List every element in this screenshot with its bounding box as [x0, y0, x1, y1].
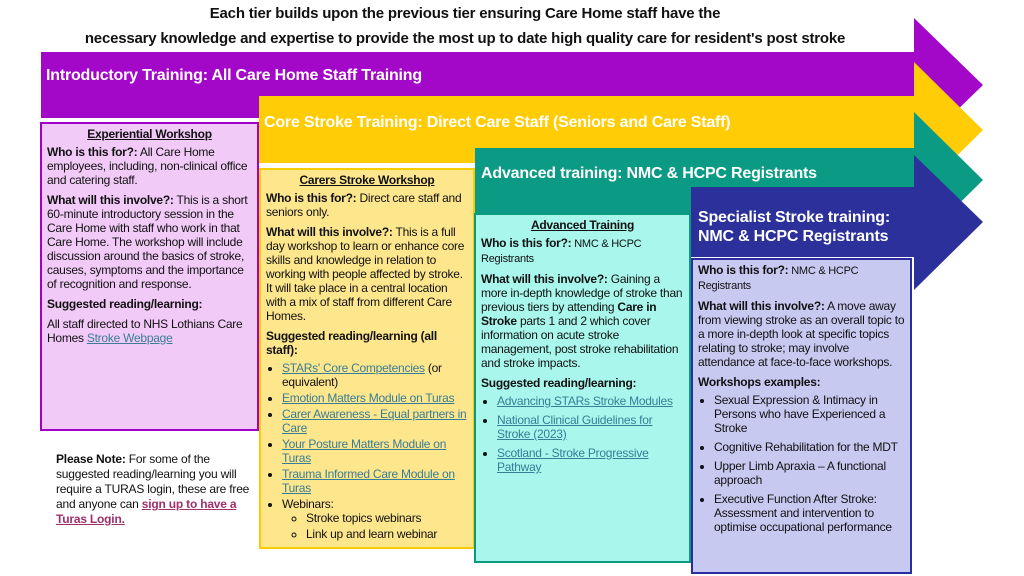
- reading-list: [481, 394, 684, 474]
- advanced-training-box: [474, 213, 691, 563]
- value-bold: Care in Stroke: [481, 300, 657, 328]
- experiential-workshop-box: [40, 122, 259, 431]
- heading-line-1: Each tier builds upon the previous tier ensuring Care Home staff have the: [209, 5, 721, 22]
- what-section: [481, 272, 684, 370]
- list-item: [282, 497, 468, 541]
- reading-link[interactable]: Trauma Informed Care Module on Turas: [282, 467, 455, 495]
- value: This is a short 60-minute introductory session in the Care Home with staff who work in that Care Home. The workshop will include discussion around the basics of stroke, causes, symptoms and the importance of recognition and response.: [47, 193, 248, 291]
- reading-link[interactable]: Advancing STARs Stroke Modules: [497, 394, 673, 408]
- specialist-tier-title: [698, 208, 890, 246]
- list-item: • Sexual Expression & Intimacy in Persons who have Experienced a Stroke: [714, 393, 905, 435]
- core-tier-title: Core Stroke Training: Direct Care Staff (Seniors and Care Staff): [264, 114, 731, 131]
- value: All Care Home employees, including, non-clinical office and catering staff.: [47, 145, 248, 187]
- list-item: [497, 394, 684, 408]
- who-section: [698, 263, 905, 293]
- reading-section: [47, 317, 252, 345]
- reading-link[interactable]: STARs' Core Competencies: [282, 361, 425, 375]
- list-item: • Cognitive Rehabilitation for the MDT: [714, 440, 905, 454]
- value: parts 1 and 2 which cover information on acute stroke management, post stroke rehabilitation and stroke impacts.: [481, 314, 679, 370]
- suffix: (or equivalent): [282, 361, 442, 389]
- list-item: • Upper Limb Apraxia – A functional approach: [714, 459, 905, 487]
- label: What will this involve?:: [481, 272, 608, 286]
- box-heading: Experiential Workshop: [87, 127, 212, 141]
- workshops-label: [698, 375, 905, 389]
- what-section: [698, 299, 905, 369]
- list-item: [497, 446, 684, 474]
- box-heading: Carers Stroke Workshop: [299, 173, 435, 187]
- value: This is a full day workshop to learn or enhance core skills and knowledge in relation to working with people affected by stroke. It will take place in a central location with a mix of staff from different Care Homes.: [266, 225, 465, 323]
- value: NMC & HCPC Registrants: [481, 238, 642, 265]
- title-line: Specialist Stroke training:: [698, 209, 890, 226]
- stroke-webpage-link[interactable]: Stroke Webpage: [86, 331, 173, 345]
- specialist-training-box: [691, 258, 912, 574]
- label: What will this involve?:: [266, 225, 393, 239]
- list-item: ◦ Link up and learn webinar: [306, 527, 468, 541]
- please-note: [56, 452, 256, 527]
- reading-label: [47, 297, 252, 311]
- list-item: [282, 437, 468, 465]
- list-item: [497, 413, 684, 441]
- label: Who is this for?:: [47, 145, 138, 159]
- label: Suggested reading/learning:: [481, 376, 637, 390]
- who-section: [47, 145, 252, 187]
- list-item: ◦ Stroke topics webinars: [306, 511, 468, 525]
- what-section: [266, 225, 468, 323]
- value: Gaining a more in-depth knowledge of stroke than previous tiers by attending: [481, 272, 683, 314]
- list-item: • Executive Function After Stroke: Assessment and intervention to optimise occupational performance: [714, 492, 905, 534]
- reading-link[interactable]: Emotion Matters Module on Turas: [282, 391, 455, 405]
- list-item: [282, 467, 468, 495]
- value: Direct care staff and seniors only.: [266, 191, 462, 219]
- turas-signup-link[interactable]: sign up to have a Turas Login.: [56, 497, 237, 526]
- value: A move away from viewing stroke as an overall topic to a more in-depth look at specific topics relating to stroke; may involve attendance at face-to-face workshops.: [698, 299, 905, 369]
- reading-link[interactable]: Carer Awareness - Equal partners in Care: [282, 407, 467, 435]
- intro-tier-title: Introductory Training: All Care Home Staff Training: [46, 67, 422, 84]
- label: Suggested reading/learning (all staff):: [266, 329, 437, 357]
- reading-label: [481, 376, 684, 390]
- list-item: [282, 407, 468, 435]
- reading-link[interactable]: Your Posture Matters Module on Turas: [282, 437, 447, 465]
- label: Who is this for?:: [698, 263, 789, 277]
- workshop-list: [698, 393, 905, 534]
- label: Suggested reading/learning:: [47, 297, 203, 311]
- reading-link[interactable]: National Clinical Guidelines for Stroke (2023): [497, 413, 653, 441]
- who-section: [266, 191, 468, 219]
- label: Workshops examples:: [698, 375, 821, 389]
- list-item: [282, 361, 468, 389]
- advanced-tier-title: Advanced training: NMC & HCPC Registrants: [481, 165, 817, 182]
- label: Who is this for?:: [481, 236, 572, 250]
- webinar-list: [282, 511, 468, 541]
- reading-list: [266, 361, 468, 541]
- heading-line-2: necessary knowledge and expertise to provide the most up to date high quality care for resident's post stroke: [84, 30, 846, 47]
- what-section: [47, 193, 252, 291]
- note-text: For some of the suggested reading/learning you will require a TURAS login, these are free and anyone can: [56, 452, 250, 511]
- reading-link[interactable]: Scotland - Stroke Progressive Pathway: [497, 446, 649, 474]
- value: NMC & HCPC Registrants: [698, 265, 859, 292]
- label: What will this involve?:: [698, 299, 825, 313]
- label: Who is this for?:: [266, 191, 357, 205]
- label: What will this involve?:: [47, 193, 174, 207]
- reading-label: [266, 329, 468, 357]
- who-section: [481, 236, 684, 266]
- title-line: NMC & HCPC Registrants: [698, 228, 889, 245]
- list-item: [282, 391, 468, 405]
- carers-workshop-box: [259, 168, 475, 549]
- webinars-label: Webinars:: [282, 497, 334, 511]
- value: All staff directed to NHS Lothians Care Homes: [47, 317, 243, 345]
- note-label: Please Note:: [56, 452, 126, 466]
- box-heading: Advanced Training: [530, 218, 635, 232]
